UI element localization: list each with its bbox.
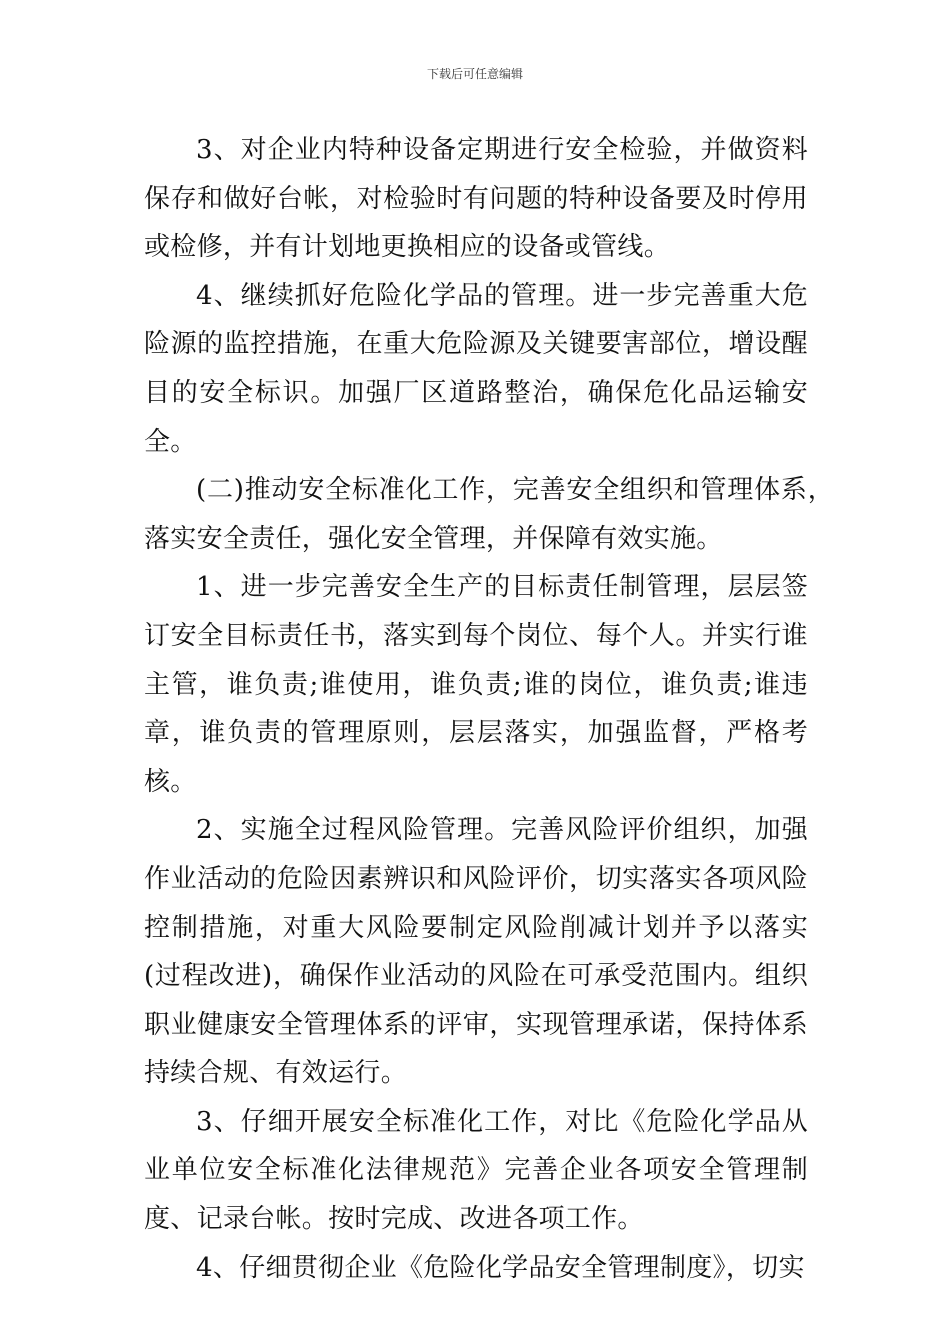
page-header-note: 下载后可任意编辑 <box>426 67 523 81</box>
paragraph-standardization: 3、仔细开展安全标准化工作，对比《危险化学品从业单位安全标准化法律规范》完善企业各项安全管理制度、记录台帐。按时完成、改进各项工作。 <box>144 1106 808 1235</box>
paragraph-hazardous-chemicals: 4、继续抓好危险化学品的管理。进一步完善重大危险源的监控措施，在重大危险源及关键要害部位，增设醒目的安全标识。加强厂区道路整治，确保危化品运输安全。 <box>144 280 808 457</box>
paragraph-section-two-heading: (二)推动安全标准化工作，完善安全组织和管理体系，落实安全责任，强化安全管理，并保障有效实施。 <box>144 475 834 554</box>
paragraph-equipment-inspection: 3、对企业内特种设备定期进行安全检验，并做资料保存和做好台帐，对检验时有问题的特种设备要及时停用或检修，并有计划地更换相应的设备或管线。 <box>144 135 808 263</box>
document-body <box>144 126 834 1292</box>
paragraph-risk-management: 2、实施全过程风险管理。完善风险评价组织，加强作业活动的危险因素辨识和风险评价，切实落实各项风险控制措施，对重大风险要制定风险削减计划并予以落实(过程改进)，确保作业活动的风险在可承受范围内。组织职业健康安全管理体系的评审，实现管理承诺，保持体系持续合规、有效运行。 <box>144 815 808 1089</box>
paragraph-management-rules: 4、仔细贯彻企业《危险化学品安全管理制度》，切实 <box>196 1252 805 1283</box>
paragraph-responsibility-system: 1、进一步完善安全生产的目标责任制管理，层层签订安全目标责任书，落实到每个岗位、每个人。并实行谁主管，谁负责;谁使用，谁负责;谁的岗位，谁负责;谁违章，谁负责的管理原则，层层落实，加强监督，严格考核。 <box>144 572 808 797</box>
